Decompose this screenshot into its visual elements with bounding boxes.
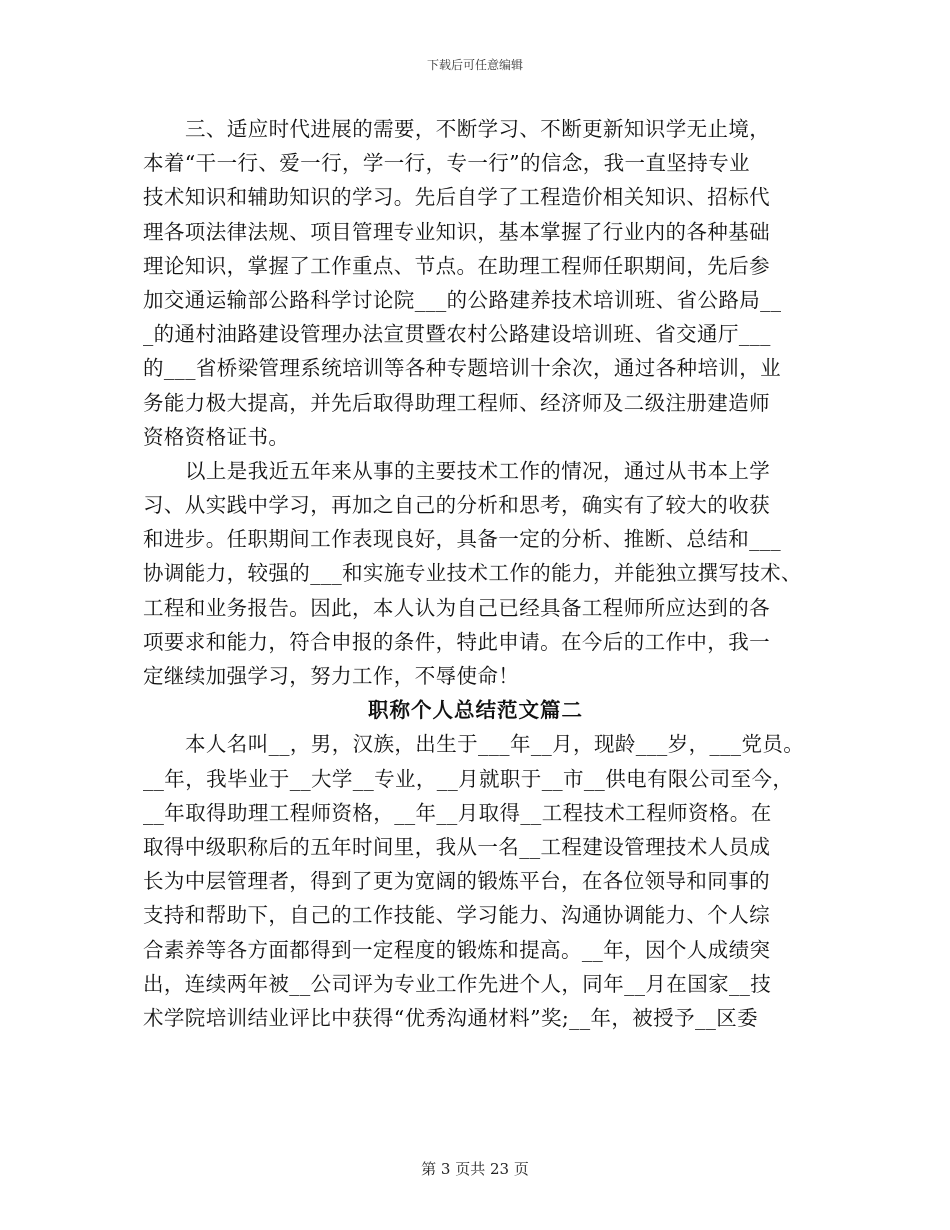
- page-number: 第 3 页共 23 页: [421, 1160, 529, 1178]
- text-line: 以上是我近五年来从事的主要技术工作的情况，通过从书本上学: [185, 458, 771, 483]
- text-line: 务能力极大提高，并先后取得助理工程师、经济师及二级注册建造师: [143, 390, 770, 415]
- section-title: 职称个人总结范文篇二: [368, 698, 583, 723]
- text-line: 取得中级职称后的五年时间里，我从一名__工程建设管理技术人员成: [143, 834, 771, 859]
- text-line: 三、适应时代进展的需要，不断学习、不断更新知识学无止境，: [185, 117, 771, 141]
- text-line: 工程和业务报告。因此，本人认为自己已经具备工程师所应达到的各: [143, 595, 770, 620]
- text-line: 和进步。任职期间工作表现良好，具备一定的分析、推断、总结和___: [143, 527, 782, 552]
- text-line: __年取得助理工程师资格，__年__月取得__工程技术工程师资格。在: [143, 800, 772, 825]
- page-header: 下载后可任意编辑: [426, 58, 523, 72]
- text-line: 习、从实践中学习，再加之自己的分析和思考，确实有了较大的收获: [143, 493, 770, 518]
- text-line: 本人名叫__，男，汉族，出生于___年__月，现龄___岁，___党员。: [185, 732, 805, 757]
- text-line: 项要求和能力，符合申报的条件，特此申请。在今后的工作中，我一: [143, 629, 770, 654]
- document-body: [143, 112, 808, 1035]
- paragraph-1: [143, 112, 808, 454]
- text-line: _的通村油路建设管理办法宣贯暨农村公路建设培训班、省交通厅___: [143, 322, 771, 347]
- text-line: 理论知识，掌握了工作重点、节点。在助理工程师任职期间，先后参: [143, 253, 770, 278]
- text-line: 的___省桥梁管理系统培训等各种专题培训十余次，通过各种培训，业: [143, 356, 782, 381]
- text-line: 协调能力，较强的___和实施专业技术工作的能力，并能独立撰写技术、: [143, 561, 802, 586]
- text-line: 加交通运输部公路科学讨论院___的公路建养技术培训班、省公路局__: [143, 287, 782, 312]
- text-line: 技术知识和辅助知识的学习。先后自学了工程造价相关知识、招标代: [143, 185, 770, 210]
- text-line: 支持和帮助下，自己的工作技能、学习能力、沟通协调能力、个人综: [143, 903, 770, 928]
- text-line: __年，我毕业于__大学__专业，__月就职于__市__供电有限公司至今，: [143, 766, 794, 791]
- paragraph-3: [143, 727, 808, 1035]
- text-line: 定继续加强学习，努力工作，不辱使命！: [143, 664, 520, 688]
- text-line: 长为中层管理者，得到了更为宽阔的锻炼平台，在各位领导和同事的: [143, 869, 770, 894]
- text-line: 资格资格证书。: [143, 424, 290, 449]
- text-line: 出，连续两年被__公司评为专业工作先进个人，同年__月在国家__技: [143, 971, 772, 996]
- paragraph-2: [143, 454, 808, 693]
- text-line: 合素养等各方面都得到一定程度的锻炼和提高。__年，因个人成绩突: [143, 937, 771, 962]
- text-line: 理各项法律法规、项目管理专业知识，基本掌握了行业内的各种基础: [143, 219, 770, 244]
- text-line: 本着“干一行、爱一行，学一行，专一行”的信念，我一直坚持专业: [143, 151, 750, 176]
- text-line: 术学院培训结业评比中获得“优秀沟通材料”奖;__年，被授予__区委: [143, 1005, 759, 1030]
